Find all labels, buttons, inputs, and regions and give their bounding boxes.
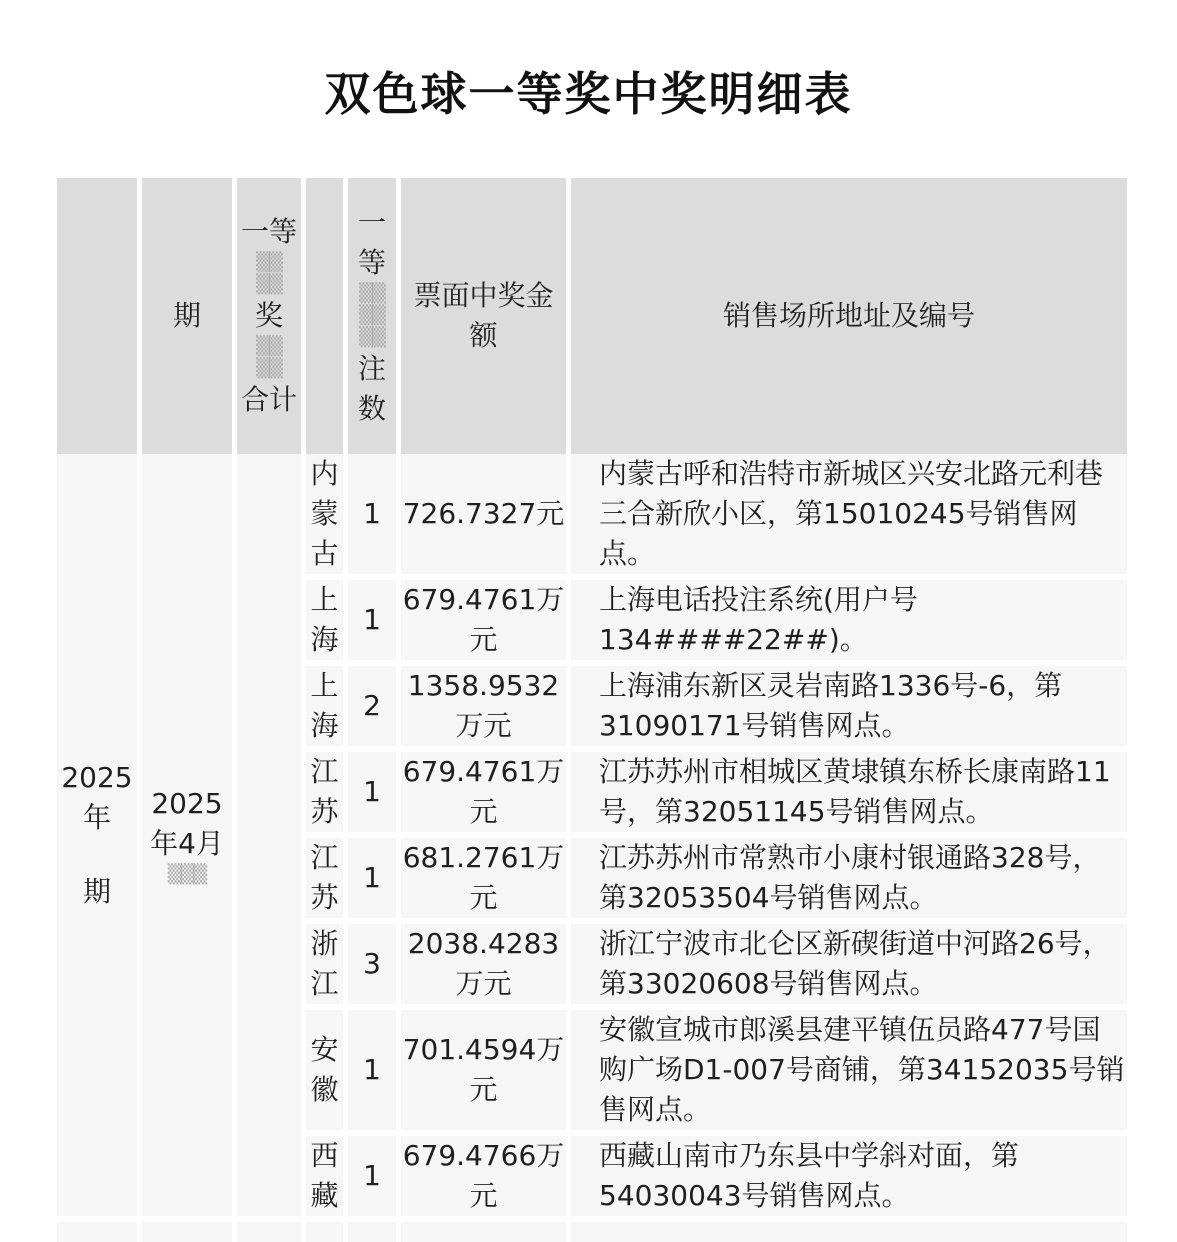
- address-cell: 江苏苏州市相城区黄埭镇东桥长康南路11号，第32051145号销售网点。: [571, 752, 1127, 838]
- province-cell: 上海: [306, 666, 343, 752]
- header-ticket-amount: 票面中奖金额: [401, 178, 566, 454]
- amount-cell: 1358.9532万元: [401, 666, 566, 752]
- amount-cell: 679.4761万元: [401, 752, 566, 838]
- year-label-line1: 2025: [61, 761, 133, 794]
- amount-cell: 701.4594万元: [401, 1010, 566, 1136]
- amount-cell: 681.2761万元: [401, 838, 566, 924]
- province-cell: 江苏: [306, 752, 343, 838]
- address-cell: 江苏苏州市常熟市小康村银通路328号，第32053504号销售网点。: [571, 838, 1127, 924]
- address-cell: 西藏山南市乃东县中学斜对面，第54030043号销售网点。: [571, 1136, 1127, 1222]
- count-cell: 1: [348, 752, 396, 838]
- header-row: [57, 178, 1127, 454]
- amount-cell: 2038.4283万元: [401, 924, 566, 1010]
- province-cell: 安徽: [306, 1010, 343, 1136]
- count-cell: 3: [348, 924, 396, 1010]
- province-cell: 上海: [306, 580, 343, 666]
- prize-total-cell: [237, 454, 301, 1222]
- province-cell: 江苏: [306, 838, 343, 924]
- table-row-cut-off: [57, 1222, 1127, 1242]
- amount-cell: 679.4766万元: [401, 1136, 566, 1222]
- address-cell: 内蒙古呼和浩特市新城区兴安北路元利巷三合新欣小区，第15010245号销售网点。: [571, 454, 1127, 580]
- count-cell: 1: [348, 1136, 396, 1222]
- header-first-prize-count-top: 一等: [357, 206, 386, 279]
- amount-cell: 679.4761万元: [401, 580, 566, 666]
- year-label-line3: 期: [82, 875, 111, 908]
- count-cell: 1: [348, 454, 396, 580]
- table-row: [57, 454, 1127, 580]
- draw-line2: 年4月: [150, 827, 224, 860]
- header-period: 期: [142, 178, 232, 454]
- address-cell: 上海浦东新区灵岩南路1336号-6，第31090171号销售网点。: [571, 666, 1127, 752]
- year-label-line2: 年: [82, 801, 111, 834]
- header-first-prize-total-bottom: 合计: [240, 383, 297, 416]
- header-first-prize-total-top: 一等: [240, 215, 297, 248]
- header-sales-location: 销售场所地址及编号: [571, 178, 1127, 454]
- header-first-prize-total-mid: 奖: [254, 299, 283, 332]
- draw-line1: 2025: [151, 787, 223, 820]
- draw-period-cell: 2025 年4月 ▒▒▒: [142, 454, 232, 1222]
- amount-cell: 726.7327元: [401, 454, 566, 580]
- province-cell: 内蒙古: [306, 454, 343, 580]
- address-cell: 浙江宁波市北仑区新碶街道中河路26号，第33020608号销售网点。: [571, 924, 1127, 1010]
- page-title: 双色球一等奖中奖明细表: [324, 67, 853, 121]
- count-cell: 1: [348, 580, 396, 666]
- header-year: [57, 178, 137, 454]
- count-cell: 2: [348, 666, 396, 752]
- province-cell: 浙江: [306, 924, 343, 1010]
- address-cell: 安徽宣城市郎溪县建平镇伍员路477号国购广场D1-007号商铺，第34152035号销售网点。: [571, 1010, 1127, 1136]
- header-first-prize-total: 一等 ▒▒ ▒▒ 奖 ▒▒ ▒▒ 合计: [237, 178, 301, 454]
- count-cell: 1: [348, 1010, 396, 1136]
- header-province: [306, 178, 343, 454]
- prize-detail-table: [52, 178, 1132, 1242]
- count-cell: 1: [348, 838, 396, 924]
- year-period-cell: [57, 454, 137, 1222]
- header-first-prize-count: 一等 ▒▒ ▒▒ ▒▒ 注数: [348, 178, 396, 454]
- header-first-prize-count-bottom: 注数: [357, 352, 386, 425]
- province-cell: 西藏: [306, 1136, 343, 1222]
- address-cell: 上海电话投注系统(用户号134####22##)。: [571, 580, 1127, 666]
